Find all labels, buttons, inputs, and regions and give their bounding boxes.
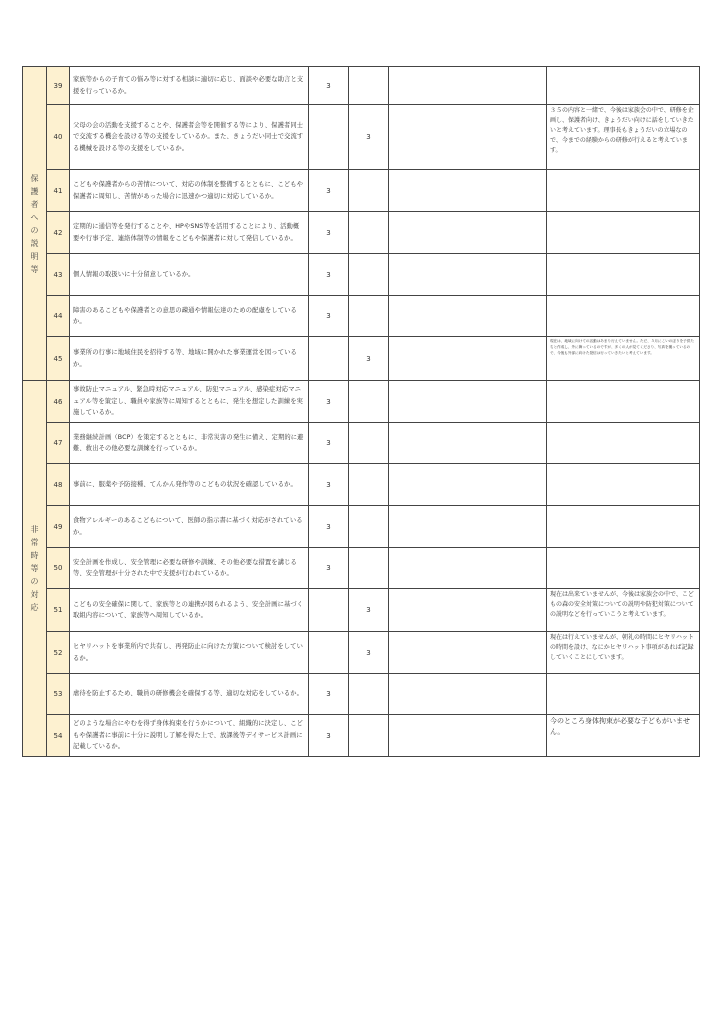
category-guardian — [23, 67, 47, 381]
item-number: 41 — [47, 170, 70, 212]
table-row — [23, 381, 700, 423]
item-number: 48 — [47, 464, 70, 506]
question-text: 定期的に通信等を発行することや、HPやSNS等を活用することにより、活動概要や行事予定、連絡体制等の情報をこどもや保護者に対して発信しているか。 — [70, 212, 309, 254]
item-number: 46 — [47, 381, 70, 423]
rating-partial — [349, 674, 389, 715]
question-text: 事故防止マニュアル、緊急時対応マニュアル、防犯マニュアル、感染症対応マニュアル等を策定し、職員や家族等に周知するとともに、発生を想定した訓練を実施しているか。 — [70, 381, 309, 423]
rating-yes: 3 — [309, 715, 349, 757]
item-number: 42 — [47, 212, 70, 254]
rating-no — [389, 170, 547, 212]
remarks-cell — [547, 548, 700, 589]
table-row — [23, 212, 700, 254]
rating-partial — [349, 170, 389, 212]
question-text: こどもの安全確保に関して、家族等との連携が図られるよう、安全計画に基づく取組内容について、家族等へ周知しているか。 — [70, 589, 309, 632]
question-text: 食物アレルギーのあるこどもについて、医師の指示書に基づく対応がされているか。 — [70, 506, 309, 548]
rating-yes: 3 — [309, 212, 349, 254]
rating-partial — [349, 464, 389, 506]
item-number: 39 — [47, 67, 70, 105]
remarks-cell — [547, 381, 700, 423]
remarks-cell: 現在は行えていませんが、朝礼の時間にヒヤリハットの時間を設け、なにかヒヤリハット事項があれば記録していくことにしています。 — [547, 632, 700, 674]
rating-partial — [349, 212, 389, 254]
category-label: 保護者への説明等 — [30, 173, 39, 274]
rating-no — [389, 464, 547, 506]
table-row — [23, 589, 700, 632]
rating-partial — [349, 254, 389, 296]
rating-no — [389, 67, 547, 105]
rating-partial — [349, 381, 389, 423]
remarks-cell: 現在は、地域に向けての活動はあまり行えていません。ただ、５月にこいのぼりを子供たちと作成し、外に飾っているのですが、多くの人が見てくださり、写真を撮っているので、今後も外部に向けた発信は行っていきたいと考えています。 — [547, 337, 700, 381]
rating-yes: 3 — [309, 674, 349, 715]
rating-partial — [349, 67, 389, 105]
table-row — [23, 464, 700, 506]
rating-no — [389, 589, 547, 632]
table-row — [23, 715, 700, 757]
rating-no — [389, 337, 547, 381]
item-number: 40 — [47, 105, 70, 170]
remarks-cell: ３５の内容と一緒で、今後は家族会の中で、研修を企画し、保護者向け、きょうだい向けに話をしていきたいと考えています。理事長もきょうだいの立場なので、今までの経験からの研修が行えると考えています。 — [547, 105, 700, 170]
item-number: 44 — [47, 296, 70, 337]
table-row — [23, 423, 700, 464]
rating-no — [389, 674, 547, 715]
rating-yes — [309, 105, 349, 170]
table-row — [23, 254, 700, 296]
evaluation-table — [22, 66, 700, 757]
question-text: こどもや保護者からの苦情について、対応の体制を整備するとともに、こどもや保護者に周知し、苦情があった場合に迅速かつ適切に対応しているか。 — [70, 170, 309, 212]
rating-yes: 3 — [309, 506, 349, 548]
rating-partial: 3 — [349, 632, 389, 674]
rating-no — [389, 423, 547, 464]
rating-no — [389, 296, 547, 337]
rating-partial — [349, 296, 389, 337]
question-text: 事前に、服薬や予防接種、てんかん発作等のこどもの状況を確認しているか。 — [70, 464, 309, 506]
rating-no — [389, 381, 547, 423]
rating-no — [389, 715, 547, 757]
rating-yes: 3 — [309, 464, 349, 506]
table-row — [23, 506, 700, 548]
remarks-cell — [547, 464, 700, 506]
rating-partial: 3 — [349, 337, 389, 381]
rating-no — [389, 212, 547, 254]
question-text: 事業所の行事に地域住民を招待する等、地域に開かれた事業運営を図っているか。 — [70, 337, 309, 381]
remarks-cell — [547, 212, 700, 254]
remarks-cell — [547, 67, 700, 105]
item-number: 50 — [47, 548, 70, 589]
rating-yes — [309, 337, 349, 381]
item-number: 45 — [47, 337, 70, 381]
rating-no — [389, 632, 547, 674]
table-row — [23, 170, 700, 212]
question-text: 業務継続計画（BCP）を策定するとともに、非常災害の発生に備え、定期的に避難、救出その他必要な訓練を行っているか。 — [70, 423, 309, 464]
question-text: ヒヤリハットを事業所内で共有し、再発防止に向けた方策について検討をしているか。 — [70, 632, 309, 674]
remarks-cell: 今のところ身体拘束が必要な子どもがいません。 — [547, 715, 700, 757]
table-row — [23, 67, 700, 105]
table-row — [23, 548, 700, 589]
rating-no — [389, 506, 547, 548]
rating-yes: 3 — [309, 254, 349, 296]
rating-yes: 3 — [309, 170, 349, 212]
item-number: 51 — [47, 589, 70, 632]
remarks-cell: 現在は出来ていませんが、今後は家族会の中で、こどもの森の安全対策についての説明や防犯対策についての説明などを行っていこうと考えています。 — [547, 589, 700, 632]
question-text: 安全計画を作成し、安全管理に必要な研修や訓練、その他必要な措置を講じる等、安全管理が十分された中で支援が行われているか。 — [70, 548, 309, 589]
rating-partial — [349, 506, 389, 548]
remarks-cell — [547, 254, 700, 296]
item-number: 49 — [47, 506, 70, 548]
rating-partial: 3 — [349, 105, 389, 170]
item-number: 54 — [47, 715, 70, 757]
remarks-cell — [547, 296, 700, 337]
table-row — [23, 674, 700, 715]
item-number: 52 — [47, 632, 70, 674]
rating-partial — [349, 423, 389, 464]
rating-no — [389, 254, 547, 296]
category-label: 非常時等の対応 — [30, 525, 39, 612]
category-emergency — [23, 381, 47, 757]
rating-no — [389, 548, 547, 589]
remarks-cell — [547, 423, 700, 464]
question-text: 父母の会の活動を支援することや、保護者会等を開催する等により、保護者同士で交流する機会を設ける等の支援をしているか。また、きょうだい同士で交流する機械を設ける等の支援をしているか。 — [70, 105, 309, 170]
question-text: 虐待を防止するため、職員の研修機会を確保する等、適切な対応をしているか。 — [70, 674, 309, 715]
rating-partial — [349, 548, 389, 589]
rating-yes: 3 — [309, 296, 349, 337]
rating-yes — [309, 589, 349, 632]
question-text: 家族等からの子育ての悩み等に対する相談に適切に応じ、面談や必要な助言と支援を行っているか。 — [70, 67, 309, 105]
item-number: 53 — [47, 674, 70, 715]
table-body — [23, 67, 700, 757]
item-number: 47 — [47, 423, 70, 464]
item-number: 43 — [47, 254, 70, 296]
rating-partial — [349, 715, 389, 757]
rating-yes: 3 — [309, 67, 349, 105]
question-text: 個人情報の取扱いに十分留意しているか。 — [70, 254, 309, 296]
remarks-cell — [547, 170, 700, 212]
question-text: どのような場合にやむを得ず身体拘束を行うかについて、組織的に決定し、こどもや保護者に事前に十分に説明し了解を得た上で、放課後等デイサービス計画に記載しているか。 — [70, 715, 309, 757]
rating-yes: 3 — [309, 381, 349, 423]
table-row — [23, 105, 700, 170]
evaluation-sheet — [22, 66, 699, 754]
remarks-cell — [547, 674, 700, 715]
rating-yes — [309, 632, 349, 674]
rating-partial: 3 — [349, 589, 389, 632]
remarks-cell — [547, 506, 700, 548]
rating-yes: 3 — [309, 423, 349, 464]
rating-no — [389, 105, 547, 170]
table-row — [23, 296, 700, 337]
table-row — [23, 632, 700, 674]
table-row — [23, 337, 700, 381]
question-text: 障害のあるこどもや保護者との意思の疎通や情報伝達のための配慮をしているか。 — [70, 296, 309, 337]
rating-yes: 3 — [309, 548, 349, 589]
